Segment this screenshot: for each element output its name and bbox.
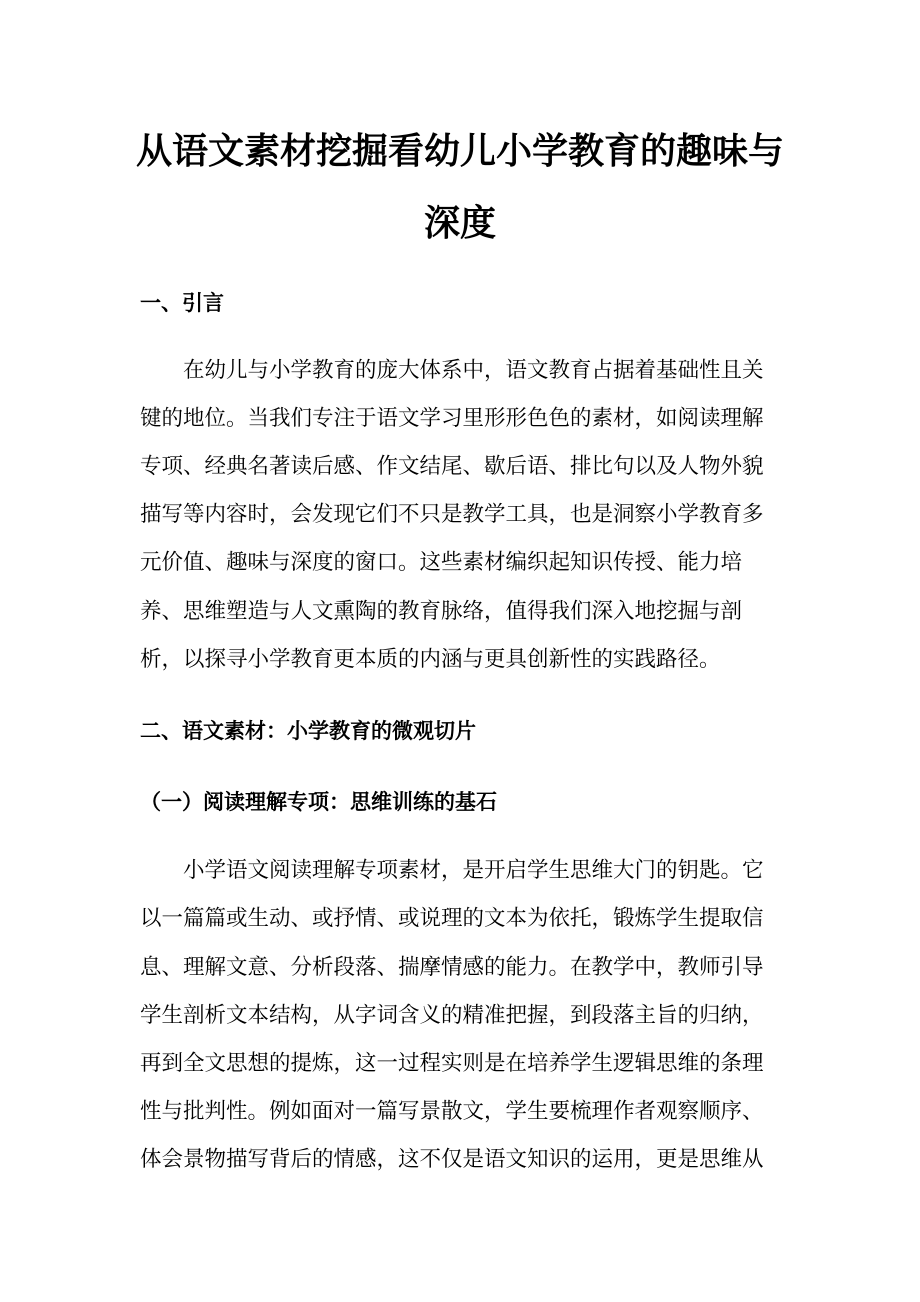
subsection-heading-reading: （一）阅读理解专项：思维训练的基石 (140, 790, 497, 814)
document-title-line-2: 深度 (423, 203, 496, 244)
section-heading-introduction: 一、引言 (140, 291, 224, 315)
introduction-paragraph-line: 在幼儿与小学教育的庞大体系中，语文教育占据着基础性且关 (183, 358, 764, 383)
section-heading-materials: 二、语文素材：小学教育的微观切片 (140, 719, 476, 743)
reading-paragraph-line: 学生剖析文本结构，从字词含义的精准把握，到段落主旨的归纳， (140, 1003, 764, 1028)
introduction-paragraph-line: 养、思维塑造与人文熏陶的教育脉络，值得我们深入地挖掘与剖 (140, 599, 743, 624)
reading-paragraph-line: 体会景物描写背后的情感，这不仅是语文知识的运用，更是思维从 (140, 1147, 764, 1172)
reading-paragraph-line: 再到全文思想的提炼，这一过程实则是在培养学生逻辑思维的条理 (140, 1051, 764, 1076)
reading-paragraph-line: 小学语文阅读理解专项素材，是开启学生思维大门的钥匙。它 (183, 858, 764, 883)
introduction-paragraph-line: 键的地位。当我们专注于语文学习里形形色色的素材，如阅读理解 (140, 406, 764, 431)
reading-paragraph-line: 以一篇篇或生动、或抒情、或说理的文本为依托，锻炼学生提取信 (140, 906, 764, 931)
document-title-line-1: 从语文素材挖掘看幼儿小学教育的趣味与 (135, 131, 784, 172)
introduction-paragraph-line: 析，以探寻小学教育更本质的内涵与更具创新性的实践路径。 (140, 647, 721, 672)
reading-paragraph-line: 性与批判性。例如面对一篇写景散文，学生要梳理作者观察顺序、 (140, 1099, 764, 1124)
reading-paragraph-line: 息、理解文意、分析段落、揣摩情感的能力。在教学中，教师引导 (140, 955, 764, 980)
introduction-paragraph-line: 元价值、趣味与深度的窗口。这些素材编织起知识传授、能力培 (140, 550, 743, 575)
introduction-paragraph-line: 专项、经典名著读后感、作文结尾、歇后语、排比句以及人物外貌 (140, 454, 764, 479)
introduction-paragraph-line: 描写等内容时，会发现它们不只是教学工具，也是洞察小学教育多 (140, 502, 764, 527)
